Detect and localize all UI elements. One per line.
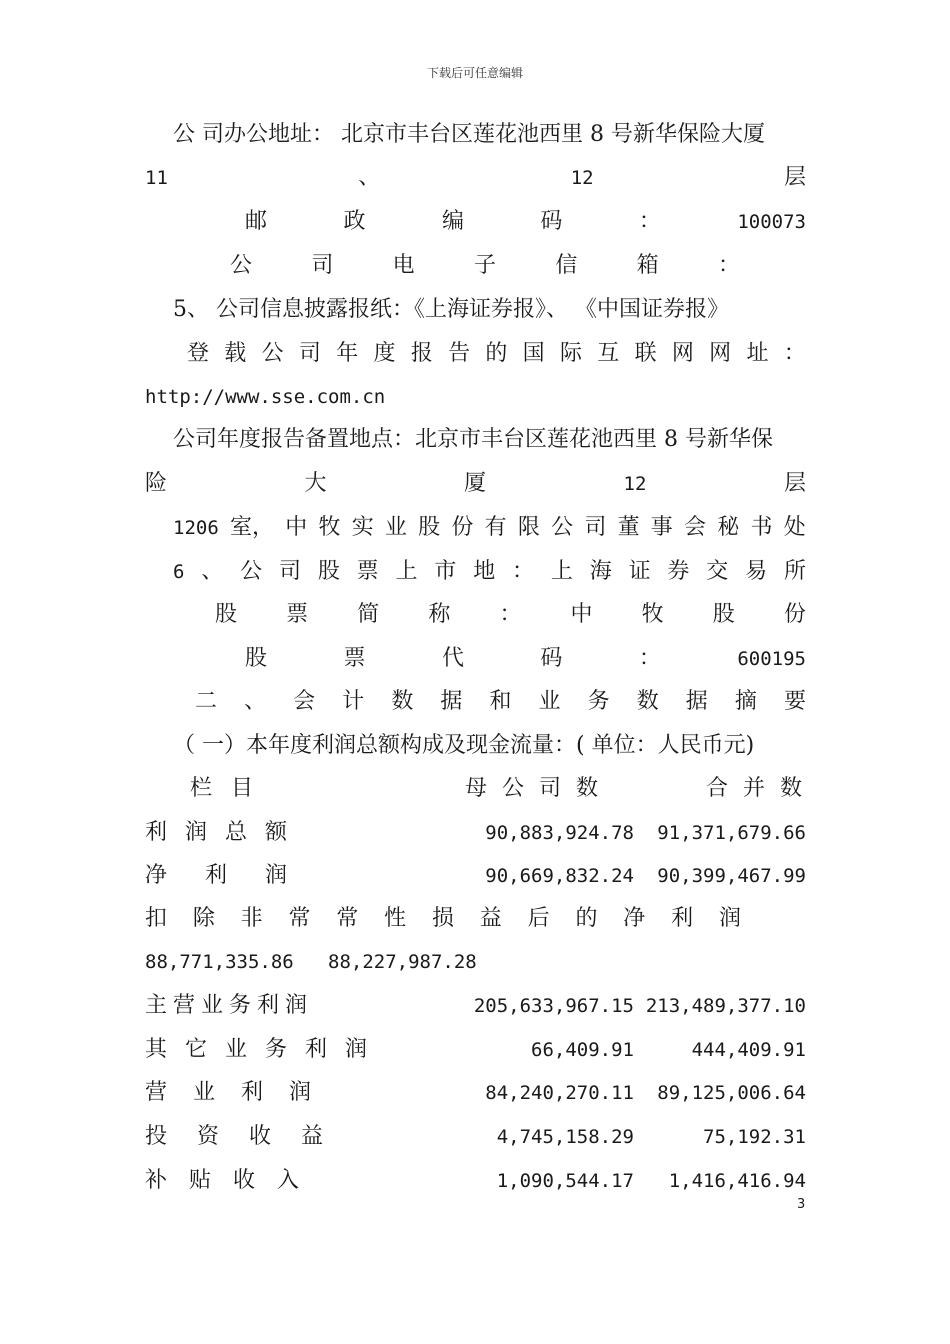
consolidated-value: 89,125,006.64	[657, 1082, 806, 1104]
disclosure-newspaper-line: 5、 公司信息披露报纸：《上海证券报》、 《中国证券报》	[173, 297, 729, 322]
text-segment: 联	[634, 341, 657, 366]
text-segment: 处	[783, 515, 806, 540]
text-segment: 票	[286, 602, 309, 627]
text-segment: 的	[575, 906, 598, 931]
company-email-line	[230, 251, 740, 281]
table-header-row	[145, 774, 806, 804]
text-segment: 、	[244, 689, 267, 714]
text-segment: 股	[215, 602, 238, 627]
text-segment: 中	[285, 515, 308, 540]
row-label: 利润总额	[145, 820, 306, 845]
row-label: 其它业务利润	[145, 1037, 386, 1062]
column-header-parent: 母 公 司 数	[465, 776, 602, 801]
text-segment: 据	[440, 689, 463, 714]
subsection-heading: （ 一）本年度利润总额构成及现金流量：( 单位：人民币元)	[173, 733, 755, 758]
text-segment: 股	[712, 602, 735, 627]
parent-company-value: 90,669,832.24	[485, 865, 634, 887]
text-segment: 12	[570, 167, 594, 189]
consolidated-value: 90,399,467.99	[657, 865, 806, 887]
text-segment: 地	[473, 559, 496, 584]
text-segment: 性	[384, 906, 407, 931]
text-segment: 上	[550, 559, 573, 584]
text-segment: 登	[187, 341, 210, 366]
text-segment: 公	[240, 559, 263, 584]
consolidated-value: 1,416,416.94	[668, 1170, 806, 1192]
text-segment: 司	[298, 341, 321, 366]
text-segment: 业	[384, 515, 407, 540]
parent-company-value: 205,633,967.15	[473, 995, 634, 1017]
text-segment: 互	[597, 341, 620, 366]
text-segment: 数	[391, 689, 414, 714]
text-segment: 载	[224, 341, 247, 366]
row-label: 营业利润	[145, 1080, 338, 1105]
table-row	[145, 861, 806, 891]
text-segment: 份	[783, 602, 806, 627]
text-segment: 会	[684, 515, 707, 540]
text-segment: 利	[671, 906, 694, 931]
report-website-label	[187, 339, 806, 369]
page-number: 3	[797, 1197, 806, 1212]
parent-company-value: 4,745,158.29	[496, 1126, 634, 1148]
text-segment: 层	[783, 165, 806, 190]
non-recurring-values: 88,771,335.86 88,227,987.28	[145, 951, 477, 973]
text-segment: 险	[145, 471, 168, 496]
section-heading	[195, 687, 806, 717]
text-segment: 实	[351, 515, 374, 540]
row-label: 投资收益	[145, 1124, 354, 1149]
text-segment: 100073	[737, 211, 806, 233]
text-segment: 编	[441, 209, 464, 234]
table-row	[145, 1122, 806, 1152]
text-segment: 代	[441, 646, 464, 671]
column-header-consolidated: 合 并 数	[706, 776, 806, 801]
text-segment: 牧	[641, 602, 664, 627]
text-segment: ：	[638, 646, 661, 671]
text-segment: 室，	[229, 515, 274, 540]
text-segment: 的	[485, 341, 508, 366]
table-row	[145, 1078, 806, 1108]
text-segment: 非	[240, 906, 263, 931]
table-row	[145, 818, 806, 848]
text-segment: 交	[706, 559, 729, 584]
text-segment: 6	[173, 561, 185, 583]
stock-short-name-line	[215, 600, 806, 630]
text-segment: 董	[617, 515, 640, 540]
report-website-url: http://www.sse.com.cn	[145, 386, 386, 408]
text-segment: 二	[195, 689, 218, 714]
text-segment: 券	[667, 559, 690, 584]
text-segment: 、	[201, 559, 224, 584]
text-segment: ：	[783, 341, 806, 366]
text-segment: 常	[288, 906, 311, 931]
text-segment: 、	[358, 165, 381, 190]
consolidated-value: 444,409.91	[691, 1039, 806, 1061]
consolidated-value: 75,192.31	[703, 1126, 806, 1148]
text-segment: 上	[395, 559, 418, 584]
text-segment: 所	[783, 559, 806, 584]
text-segment: 润	[718, 906, 741, 931]
text-segment: 损	[431, 906, 454, 931]
text-segment: 公	[230, 253, 253, 278]
page-header: 下载后可任意编辑	[426, 66, 523, 80]
report-location-floor-line	[145, 469, 806, 499]
text-segment: ：	[512, 559, 535, 584]
text-segment: 益	[479, 906, 502, 931]
text-segment: 摘	[734, 689, 757, 714]
text-segment: 股	[317, 559, 340, 584]
text-segment: 除	[192, 906, 215, 931]
text-segment: ：	[638, 209, 661, 234]
text-segment: 600195	[737, 648, 806, 670]
stock-code-line	[245, 644, 806, 674]
text-segment: 司	[584, 515, 607, 540]
text-segment: 业	[538, 689, 561, 714]
text-segment: 票	[356, 559, 379, 584]
text-segment: 和	[489, 689, 512, 714]
postal-code-line	[245, 207, 806, 237]
consolidated-value: 91,371,679.66	[657, 822, 806, 844]
listing-exchange-line	[173, 557, 806, 587]
text-segment: 告	[448, 341, 471, 366]
text-segment: 秘	[717, 515, 740, 540]
text-segment: 据	[685, 689, 708, 714]
text-segment: 层	[783, 471, 806, 496]
text-segment: 扣	[145, 906, 168, 931]
text-segment: 1206	[173, 517, 219, 539]
text-segment: 后	[527, 906, 550, 931]
text-segment: 网	[709, 341, 732, 366]
office-address-line: 公 司办公地址： 北京市丰台区莲花池西里 8 号新华保险大厦	[173, 122, 765, 147]
text-segment: 公	[261, 341, 284, 366]
text-segment: 中	[570, 602, 593, 627]
non-recurring-label-line	[145, 904, 741, 934]
text-segment: ：	[717, 253, 740, 278]
parent-company-value: 1,090,544.17	[496, 1170, 634, 1192]
text-segment: 易	[745, 559, 768, 584]
text-segment: 司	[278, 559, 301, 584]
report-location-line: 公司年度报告备置地点：北京市丰台区莲花池西里 8 号新华保	[173, 427, 773, 452]
text-segment: 务	[587, 689, 610, 714]
text-segment: 称	[428, 602, 451, 627]
text-segment: 12	[623, 473, 647, 495]
text-segment: 要	[783, 689, 806, 714]
text-segment: 常	[336, 906, 359, 931]
text-segment: 网	[671, 341, 694, 366]
table-row	[145, 1035, 806, 1065]
text-segment: 简	[357, 602, 380, 627]
parent-company-value: 84,240,270.11	[485, 1082, 634, 1104]
text-segment: 事	[650, 515, 673, 540]
column-header-item: 栏 目	[190, 776, 259, 801]
text-segment: 会	[293, 689, 316, 714]
text-segment: 际	[559, 341, 582, 366]
text-segment: 11	[145, 167, 168, 189]
text-segment: 大	[304, 471, 327, 496]
text-segment: 市	[434, 559, 457, 584]
text-segment: 净	[623, 906, 646, 931]
row-label: 主营业务利润	[145, 993, 314, 1018]
text-segment: 书	[750, 515, 773, 540]
text-segment: 厦	[464, 471, 487, 496]
text-segment: 票	[343, 646, 366, 671]
text-segment: 股	[245, 646, 268, 671]
table-row	[145, 1166, 806, 1196]
text-segment: 报	[410, 341, 433, 366]
text-segment: 计	[342, 689, 365, 714]
parent-company-value: 90,883,924.78	[485, 822, 634, 844]
row-label: 净利润	[145, 863, 326, 888]
text-segment: 码	[540, 209, 563, 234]
text-segment: 国	[522, 341, 545, 366]
text-segment: 年	[336, 341, 359, 366]
text-segment: 址	[746, 341, 769, 366]
text-segment: 牧	[318, 515, 341, 540]
consolidated-value: 213,489,377.10	[645, 995, 806, 1017]
text-segment: 箱	[636, 253, 659, 278]
text-segment: 份	[451, 515, 474, 540]
text-segment: 公	[551, 515, 574, 540]
text-segment: 电	[392, 253, 415, 278]
text-segment: 邮	[245, 209, 268, 234]
text-segment: ：	[499, 602, 522, 627]
text-segment: 数	[636, 689, 659, 714]
table-row	[145, 991, 806, 1021]
text-segment: 度	[373, 341, 396, 366]
text-segment: 证	[628, 559, 651, 584]
text-segment: 有	[484, 515, 507, 540]
text-segment: 政	[343, 209, 366, 234]
text-segment: 海	[589, 559, 612, 584]
text-segment: 子	[473, 253, 496, 278]
text-segment: 信	[555, 253, 578, 278]
text-segment: 码	[540, 646, 563, 671]
text-segment: 股	[418, 515, 441, 540]
parent-company-value: 66,409.91	[531, 1039, 634, 1061]
text-segment: 限	[517, 515, 540, 540]
text-segment: 司	[311, 253, 334, 278]
address-floor-line	[145, 163, 806, 193]
board-secretary-office-line	[173, 513, 806, 543]
row-label: 补贴收入	[145, 1168, 322, 1193]
